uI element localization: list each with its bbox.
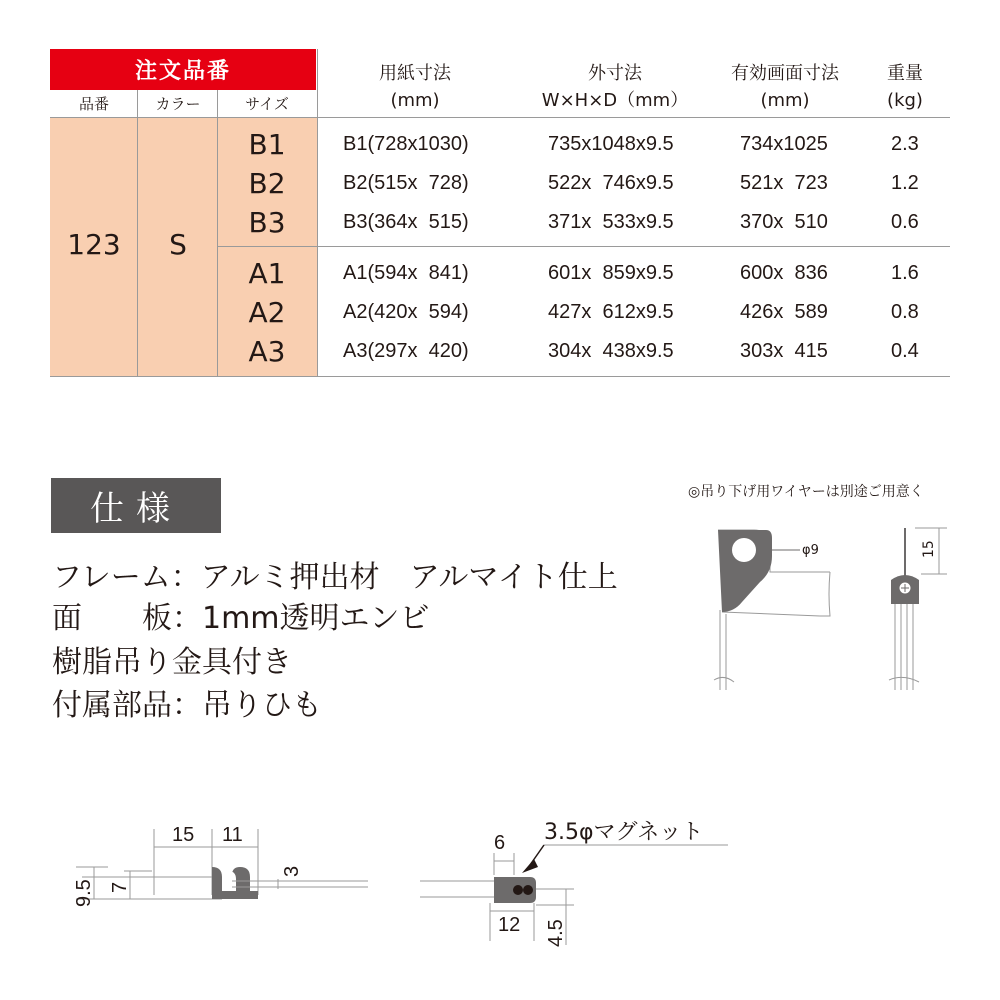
size-label: A3	[248, 335, 286, 368]
effective-size-cell: 426x 589	[740, 301, 828, 323]
paper-size-cell: B3(364x 515)	[343, 211, 469, 233]
paper-size-cell: A2(420x 594)	[343, 301, 469, 323]
outer-size-cell: 427x 612x9.5	[548, 301, 674, 323]
size-label: B1	[248, 128, 286, 161]
size-label: A1	[248, 257, 286, 290]
column-header-paper-size: 用紙寸法 (mm)	[379, 63, 451, 111]
part-number-value: 123	[67, 228, 121, 261]
dim-6-label: 6	[494, 832, 506, 854]
table-bottom-rule	[50, 376, 950, 377]
header-rule	[50, 117, 950, 118]
paper-size-cell: A3(297x 420)	[343, 340, 469, 362]
outer-size-cell: 735x1048x9.5	[548, 133, 674, 155]
effective-size-cell: 600x 836	[740, 262, 828, 284]
divider	[317, 49, 318, 376]
outer-size-cell: 304x 438x9.5	[548, 340, 674, 362]
weight-cell: 2.3	[891, 133, 919, 155]
part-number-subheader: 品番	[78, 95, 109, 113]
paper-size-cell: B2(515x 728)	[343, 172, 469, 194]
weight-cell: 1.6	[891, 262, 919, 284]
size-label: B3	[248, 206, 286, 239]
spec-panel-line: 面 板：1mm透明エンビ	[52, 601, 430, 636]
size-label: B2	[248, 167, 286, 200]
magnet-label: 3.5φマグネット	[544, 820, 704, 845]
color-value: S	[169, 228, 187, 261]
column-header-weight: 重量 (kg)	[887, 63, 923, 111]
spec-title: 仕様	[51, 478, 221, 533]
hanger-front-diagram	[700, 510, 860, 700]
outer-size-cell: 601x 859x9.5	[548, 262, 674, 284]
outer-size-cell: 522x 746x9.5	[548, 172, 674, 194]
dim-4-5-label: 4.5	[545, 919, 567, 947]
order-number-header: 注文品番	[50, 49, 316, 90]
spec-accessory-line: 付属部品：吊りひも	[52, 688, 322, 723]
effective-size-cell: 370x 510	[740, 211, 828, 233]
dim-7-label: 7	[109, 881, 131, 893]
group-divider	[217, 246, 950, 247]
dim-15-label: 15	[172, 824, 195, 846]
column-header-effective-size: 有効画面寸法 (mm)	[731, 63, 839, 111]
column-header-outer-size: 外寸法 W×H×D（mm）	[541, 63, 689, 111]
effective-size-cell: 734x1025	[740, 133, 828, 155]
dim-11-label: 11	[222, 824, 243, 846]
size-subheader: サイズ	[245, 95, 289, 113]
dim-12-label: 12	[498, 914, 521, 936]
weight-cell: 0.6	[891, 211, 919, 233]
weight-cell: 0.8	[891, 301, 919, 323]
spec-frame-line: フレーム：アルミ押出材 アルマイト仕上	[52, 560, 618, 595]
dim-9-5-label: 9.5	[73, 879, 95, 907]
dim-3-label: 3	[281, 865, 303, 877]
outer-size-cell: 371x 533x9.5	[548, 211, 674, 233]
weight-cell: 0.4	[891, 340, 919, 362]
hanger-height-label: 15	[921, 540, 937, 558]
hole-diameter-label: φ9	[802, 543, 819, 558]
hanger-side-diagram	[875, 520, 955, 700]
color-subheader: カラー	[155, 95, 201, 113]
paper-size-cell: A1(594x 841)	[343, 262, 469, 284]
frame-section-diagram	[72, 815, 382, 925]
effective-size-cell: 303x 415	[740, 340, 828, 362]
magnet-section-diagram	[410, 815, 740, 955]
spec-hanger-line: 樹脂吊り金具付き	[52, 645, 292, 680]
paper-size-cell: B1(728x1030)	[343, 133, 469, 155]
wire-note: ◎吊り下げ用ワイヤーは別途ご用意く	[688, 484, 924, 500]
weight-cell: 1.2	[891, 172, 919, 194]
size-label: A2	[248, 296, 286, 329]
effective-size-cell: 521x 723	[740, 172, 828, 194]
